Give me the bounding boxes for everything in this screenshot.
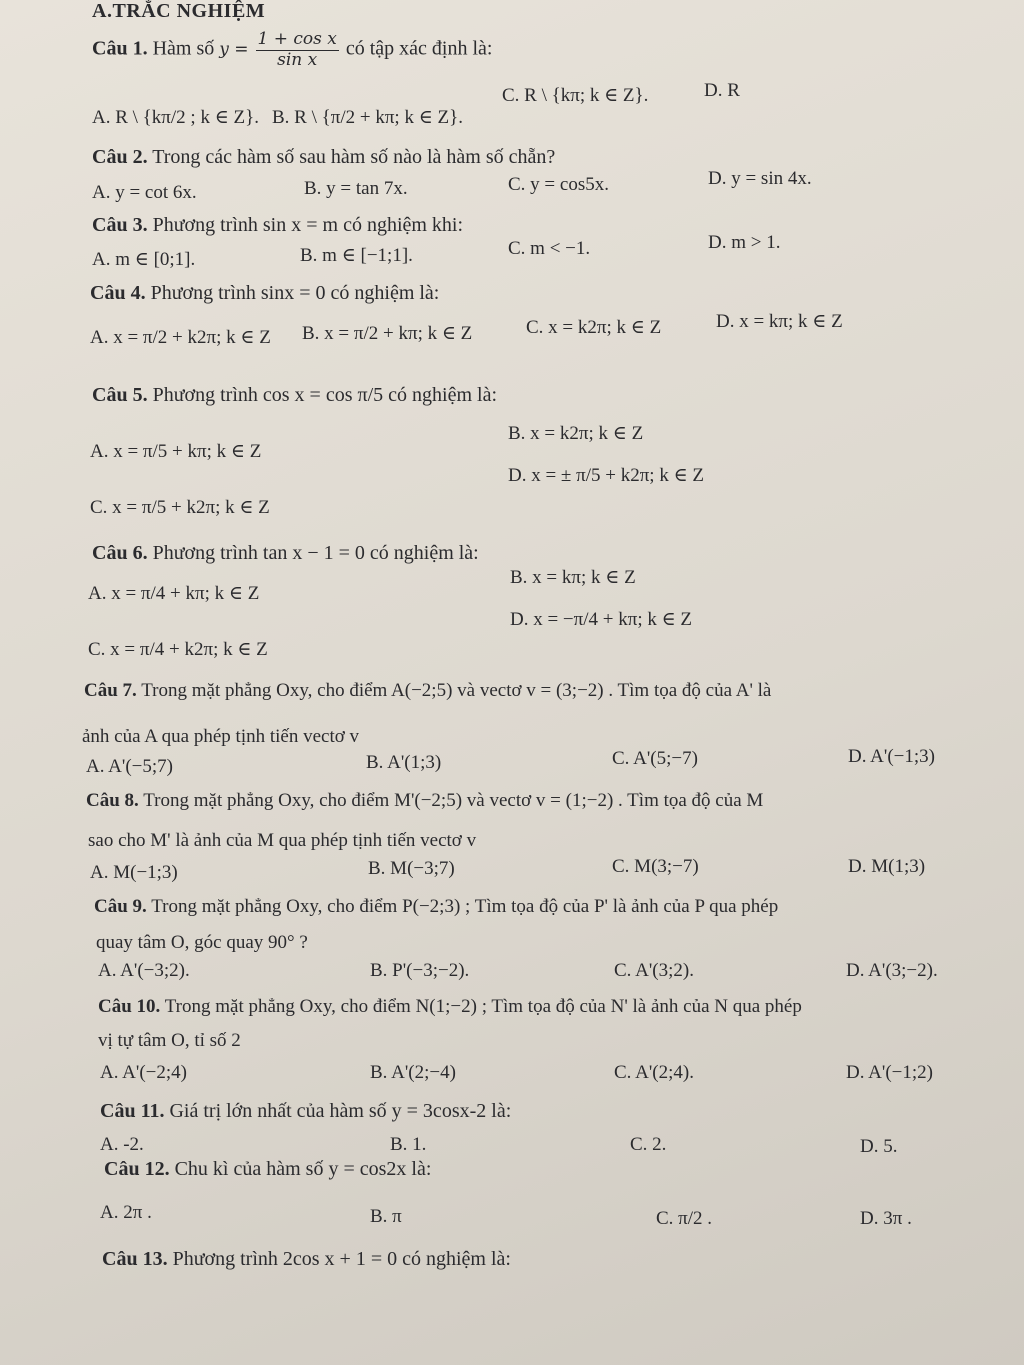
question-9	[94, 896, 778, 918]
question-6-option-d[interactable]: D. x = −π/4 + kπ; k ∈ Z	[510, 609, 693, 630]
question-2-label: Câu 2.	[92, 146, 148, 168]
question-7-option-d[interactable]: D. A'(−1;3)	[848, 746, 935, 767]
question-8	[86, 790, 763, 812]
question-4-option-c[interactable]: C. x = k2π; k ∈ Z	[526, 317, 662, 338]
question-3-text: Phương trình sin x = m có nghiệm khi:	[152, 214, 464, 236]
question-9-line2: quay tâm O, góc quay 90° ?	[96, 932, 308, 953]
question-8-option-a[interactable]: A. M(−1;3)	[90, 862, 178, 883]
question-3-option-a[interactable]: A. m ∈ [0;1].	[92, 249, 196, 270]
question-10	[98, 996, 802, 1018]
question-7	[84, 680, 771, 702]
question-7-line1: Trong mặt phẳng Oxy, cho điểm A(−2;5) và vectơ v = (3;−2) . Tìm tọa độ của A' là	[141, 680, 772, 701]
question-1-option-b[interactable]: B. R \ {π/2 + kπ; k ∈ Z}.	[272, 107, 463, 128]
question-3-option-d[interactable]: D. m > 1.	[708, 232, 781, 253]
question-1-label: Câu 1.	[92, 37, 148, 60]
question-7-option-a[interactable]: A. A'(−5;7)	[86, 756, 173, 777]
question-10-line2: vị tự tâm O, tỉ số 2	[98, 1030, 241, 1051]
question-3-label: Câu 3.	[92, 214, 148, 236]
question-8-line2: sao cho M' là ảnh của M qua phép tịnh tiến vectơ v	[88, 830, 477, 851]
question-4-text: Phương trình sinx = 0 có nghiệm là:	[150, 282, 440, 304]
question-6-option-b[interactable]: B. x = kπ; k ∈ Z	[510, 567, 636, 588]
question-9-option-a[interactable]: A. A'(−3;2).	[98, 960, 190, 981]
question-5-label: Câu 5.	[92, 384, 148, 406]
question-7-option-b[interactable]: B. A'(1;3)	[366, 752, 442, 773]
question-5-option-c[interactable]: C. x = π/5 + k2π; k ∈ Z	[90, 497, 270, 518]
question-8-line1: Trong mặt phẳng Oxy, cho điểm M'(−2;5) và vectơ v = (1;−2) . Tìm tọa độ của M	[143, 790, 764, 811]
question-7-label: Câu 7.	[84, 680, 137, 701]
question-5-text: Phương trình cos x = cos π/5 có nghiệm là:	[152, 384, 498, 406]
question-6-option-c[interactable]: C. x = π/4 + k2π; k ∈ Z	[88, 639, 268, 660]
question-12-option-b[interactable]: B. π	[370, 1206, 402, 1227]
question-1-post: có tập xác định là:	[345, 37, 493, 60]
question-13-label: Câu 13.	[102, 1248, 168, 1270]
question-9-line1: Trong mặt phẳng Oxy, cho điểm P(−2;3) ; Tìm tọa độ của P' là ảnh của P qua phép	[151, 896, 779, 917]
question-8-option-b[interactable]: B. M(−3;7)	[368, 858, 455, 879]
question-12-option-c[interactable]: C. π/2 .	[656, 1208, 713, 1229]
question-1-fraction-num: 1 + cos x	[257, 29, 337, 49]
question-2-option-c[interactable]: C. y = cos5x.	[508, 174, 609, 195]
question-9-option-b[interactable]: B. P'(−3;−2).	[370, 960, 470, 981]
question-8-option-d[interactable]: D. M(1;3)	[848, 856, 926, 877]
question-1-option-d[interactable]: D. R	[704, 80, 740, 101]
question-7-line2: ảnh của A qua phép tịnh tiến vectơ v	[82, 726, 360, 747]
question-1-expr: y =	[219, 39, 249, 60]
question-1-fraction-den: sin x	[277, 49, 318, 70]
question-11-option-a[interactable]: A. -2.	[100, 1134, 144, 1155]
question-1-option-a[interactable]: A. R \ {kπ/2 ; k ∈ Z}.	[92, 107, 259, 128]
question-9-option-d[interactable]: D. A'(3;−2).	[846, 960, 938, 981]
question-11-option-c[interactable]: C. 2.	[630, 1134, 667, 1155]
question-9-option-c[interactable]: C. A'(3;2).	[614, 960, 694, 981]
question-13-text: Phương trình 2cos x + 1 = 0 có nghiệm là:	[172, 1248, 511, 1270]
question-4-option-b[interactable]: B. x = π/2 + kπ; k ∈ Z	[302, 323, 473, 344]
question-4	[90, 282, 439, 305]
question-3-option-c[interactable]: C. m < −1.	[508, 238, 591, 259]
question-13	[102, 1248, 511, 1271]
question-10-option-a[interactable]: A. A'(−2;4)	[100, 1062, 187, 1083]
question-8-label: Câu 8.	[86, 790, 139, 811]
question-2	[92, 146, 555, 169]
question-12-text: Chu kì của hàm số y = cos2x là:	[174, 1158, 432, 1180]
question-6-text: Phương trình tan x − 1 = 0 có nghiệm là:	[152, 542, 479, 564]
question-1-pre: Hàm số	[152, 37, 215, 60]
question-5-option-a[interactable]: A. x = π/5 + kπ; k ∈ Z	[90, 441, 262, 462]
question-10-option-b[interactable]: B. A'(2;−4)	[370, 1062, 456, 1083]
question-9-label: Câu 9.	[94, 896, 147, 917]
question-6-option-a[interactable]: A. x = π/4 + kπ; k ∈ Z	[88, 583, 260, 604]
question-10-label: Câu 10.	[98, 996, 161, 1017]
question-12-option-a[interactable]: A. 2π .	[100, 1202, 152, 1223]
question-10-line1: Trong mặt phẳng Oxy, cho điểm N(1;−2) ; Tìm tọa độ của N' là ảnh của N qua phép	[164, 996, 802, 1017]
question-4-label: Câu 4.	[90, 282, 146, 304]
question-11-option-b[interactable]: B. 1.	[390, 1134, 427, 1155]
question-12	[104, 1158, 431, 1181]
question-3	[92, 214, 463, 237]
question-10-option-d[interactable]: D. A'(−1;2)	[846, 1062, 933, 1083]
question-2-option-a[interactable]: A. y = cot 6x.	[92, 182, 197, 203]
question-2-text: Trong các hàm số sau hàm số nào là hàm số chẵn?	[152, 146, 556, 168]
question-6-label: Câu 6.	[92, 542, 148, 564]
question-5	[92, 384, 497, 407]
question-12-label: Câu 12.	[104, 1158, 170, 1180]
question-5-option-b[interactable]: B. x = k2π; k ∈ Z	[508, 423, 644, 444]
question-1	[92, 30, 492, 70]
question-11-label: Câu 11.	[100, 1100, 165, 1122]
question-5-option-d[interactable]: D. x = ± π/5 + k2π; k ∈ Z	[508, 465, 704, 486]
question-7-option-c[interactable]: C. A'(5;−7)	[612, 748, 698, 769]
question-10-option-c[interactable]: C. A'(2;4).	[614, 1062, 694, 1083]
question-6	[92, 542, 479, 565]
section-heading: A.TRẮC NGHIỆM	[92, 0, 266, 22]
question-2-option-b[interactable]: B. y = tan 7x.	[304, 178, 408, 199]
question-2-option-d[interactable]: D. y = sin 4x.	[708, 168, 812, 189]
question-1-option-c[interactable]: C. R \ {kπ; k ∈ Z}.	[502, 85, 649, 106]
question-1-fraction	[256, 30, 339, 70]
question-11-option-d[interactable]: D. 5.	[860, 1136, 898, 1157]
question-4-option-a[interactable]: A. x = π/2 + k2π; k ∈ Z	[90, 327, 271, 348]
question-11-text: Giá trị lớn nhất của hàm số y = 3cosx-2 là:	[169, 1100, 512, 1122]
question-12-option-d[interactable]: D. 3π .	[860, 1208, 912, 1229]
question-11	[100, 1100, 511, 1123]
question-3-option-b[interactable]: B. m ∈ [−1;1].	[300, 245, 413, 266]
question-8-option-c[interactable]: C. M(3;−7)	[612, 856, 699, 877]
question-4-option-d[interactable]: D. x = kπ; k ∈ Z	[716, 311, 843, 332]
